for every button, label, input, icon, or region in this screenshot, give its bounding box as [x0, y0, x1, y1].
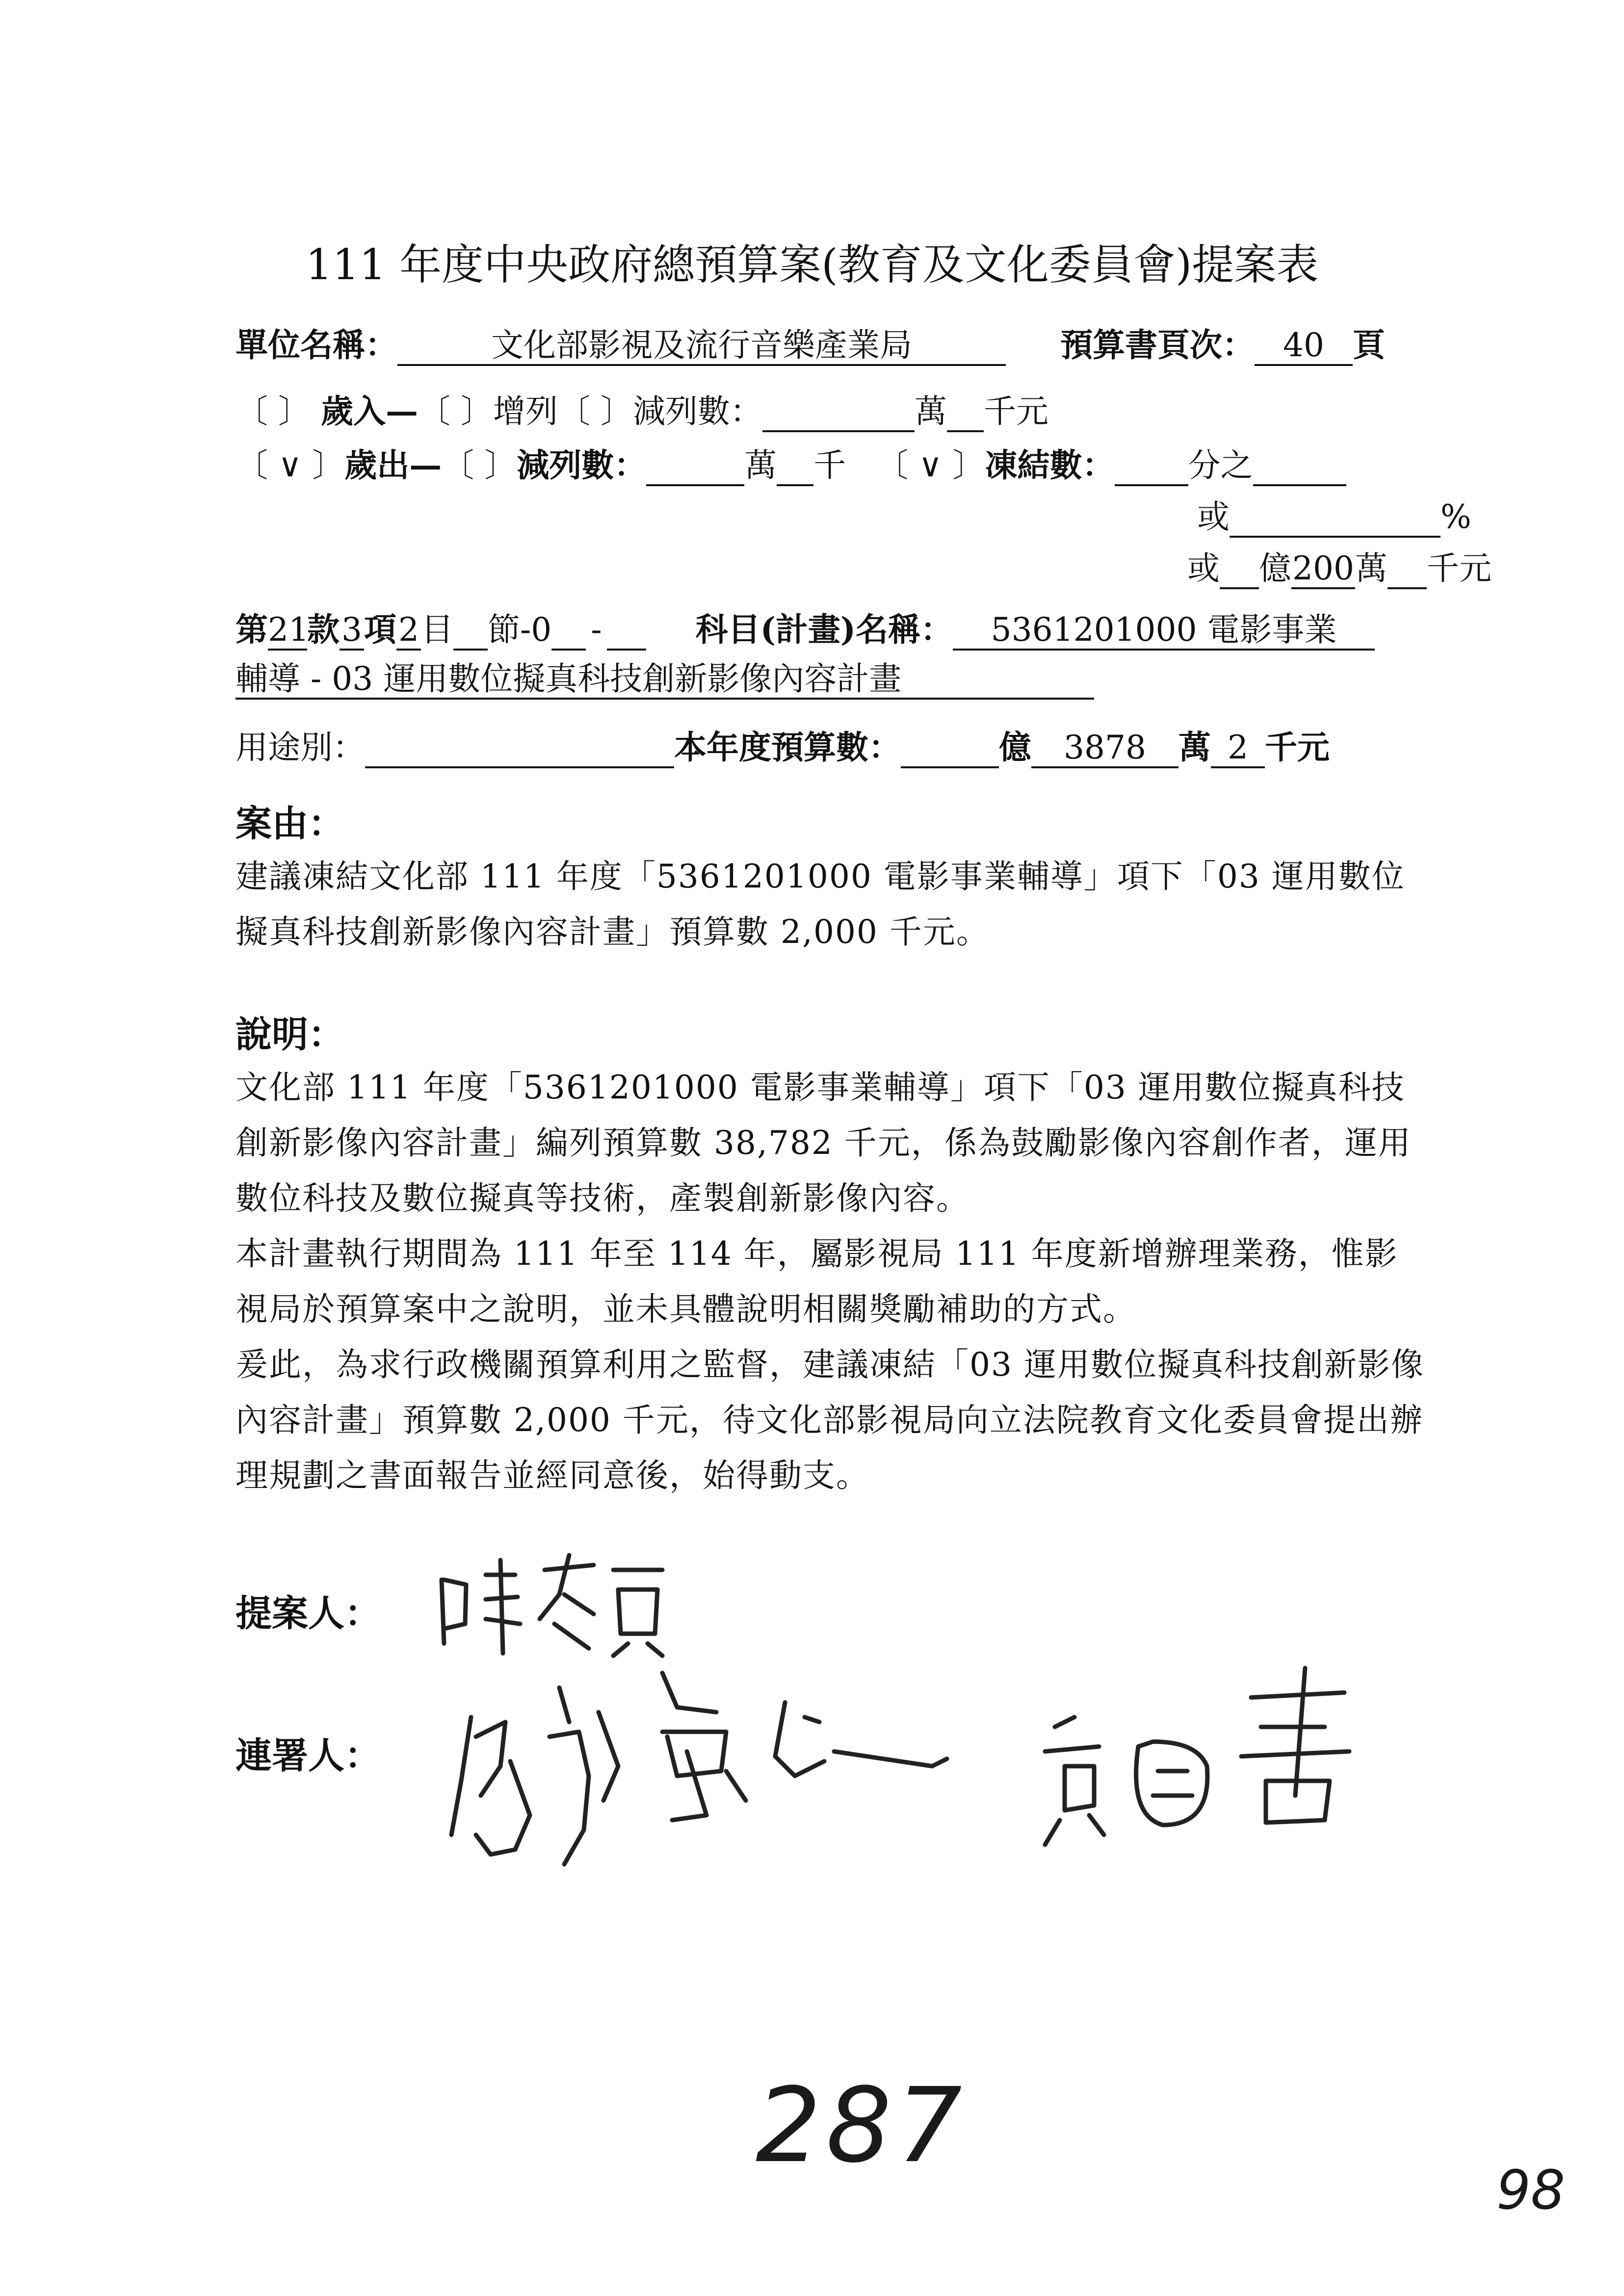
budget-yi-blank: [901, 729, 999, 768]
income-label: 歲入—: [320, 392, 418, 430]
jie-blank: [453, 611, 488, 651]
jie-blank-2: [551, 611, 586, 651]
mu-label: 目: [421, 611, 453, 649]
subject-label: 科目(計畫)名稱：: [695, 610, 953, 649]
percent-sign: %: [1441, 498, 1471, 536]
percent-row: [1197, 491, 1471, 538]
xiang-value: 3: [340, 611, 364, 651]
freeze-amount-value: 200: [1291, 550, 1355, 589]
budget-wan-value: 3878: [1031, 729, 1179, 768]
reason-text: 建議凍結文化部 111 年度「5361201000 電影事業輔導」項下「03 運用數位擬真科技創新影像內容計畫」預算數 2,000 千元。: [236, 858, 1405, 951]
budget-qian-yuan: 千元: [1265, 728, 1330, 766]
handwritten-corner-number: 98: [1496, 2159, 1565, 2221]
expense-label: 歲出—: [344, 446, 442, 484]
income-row: [236, 385, 1048, 432]
add-check-open: 〔: [418, 392, 450, 430]
freeze-yi: 億: [1259, 549, 1291, 587]
page-value: 40: [1255, 327, 1353, 366]
expense-qian: 千: [813, 446, 846, 484]
income-reduce-blank: [762, 393, 915, 432]
explanation-paragraph: 爰此，為求行政機關預算利用之監督，建議凍結「03 運用數位擬真科技創新影像內容計畫」預算數 2,000 千元，待文化部影視局向立法院教育文化委員會提出辦理規劃之書面報告並經同意後，始得動支。: [236, 1346, 1424, 1494]
income-qian-blank: [947, 393, 984, 432]
explanation-heading: 說明：: [236, 1014, 344, 1056]
expense-row: [236, 439, 1346, 486]
form-title: 111 年度中央政府總預算案(教育及文化委員會)提案表: [305, 240, 1319, 289]
freeze-qian-yuan: 千元: [1427, 549, 1492, 587]
reduce-check-open: 〔: [557, 392, 590, 430]
expense-reduce-blank: [646, 447, 744, 486]
fraction-denominator-blank: [1115, 447, 1188, 486]
expense-reduce-label: 減列數：: [517, 446, 647, 484]
fraction-numerator-blank: [1253, 447, 1346, 486]
reduce-check-close: 〕: [600, 392, 633, 430]
or-amount-label: 或: [1187, 549, 1220, 587]
mu-value: 2: [396, 611, 421, 651]
subject-line2: 輔導 - 03 運用數位擬真科技創新影像內容計畫: [236, 660, 1094, 700]
subject-line2-row: [236, 660, 1094, 700]
account-di: 第: [236, 610, 268, 649]
jie-label: 節-0: [488, 611, 552, 649]
freeze-yi-blank: [1220, 550, 1259, 589]
freeze-qian-blank: [1388, 550, 1427, 589]
explanation-body: [236, 1060, 1428, 1503]
income-qian-yuan: 千元: [983, 392, 1048, 430]
kuan-label: 款: [307, 610, 340, 649]
unit-label: 單位名稱：: [236, 326, 397, 364]
income-reduce-label: 減列數：: [632, 392, 762, 430]
page-unit: 頁: [1352, 326, 1385, 364]
percent-blank: [1230, 498, 1441, 538]
freeze-wan: 萬: [1355, 549, 1388, 587]
freeze-check: 〔 ∨ 〕: [876, 446, 985, 484]
expense-qian-blank: [777, 447, 813, 486]
budget-row: [236, 721, 1330, 768]
use-label: 用途別：: [236, 729, 365, 766]
account-row: [236, 603, 1375, 651]
budget-qian-value: 2: [1211, 729, 1265, 768]
explanation-paragraph: 文化部 111 年度「5361201000 電影事業輔導」項下「03 運用數位擬真科技創新影像內容計畫」編列預算數 38,782 千元，係為鼓勵影像內容創作者，運用數位科技及數位擬真等技術，產製創新影像內容。: [236, 1069, 1412, 1217]
proposer-label: 提案人：: [236, 1592, 381, 1635]
year-budget-label: 本年度預算數：: [674, 728, 901, 766]
expense-wan: 萬: [744, 446, 777, 484]
xiang-label: 項: [364, 610, 396, 649]
explanation-paragraph: 本計畫執行期間為 111 年至 114 年，屬影視局 111 年度新增辦理業務，惟影視局於預算案中之說明，並未具體說明相關獎勵補助的方式。: [236, 1235, 1398, 1328]
proposer-signature: [432, 1550, 687, 1658]
subject-line1: 5361201000 電影事業: [953, 611, 1375, 651]
income-wan: 萬: [914, 392, 947, 430]
income-check-close: 〕: [278, 392, 311, 430]
budget-wan: 萬: [1179, 728, 1211, 766]
unit-row: [236, 319, 1385, 366]
cosigner-signature-2: [1030, 1658, 1354, 1854]
income-check-open: 〔: [236, 392, 268, 430]
freeze-label: 凍結數：: [985, 446, 1115, 484]
add-label: 增列: [493, 392, 558, 430]
account-dash: -: [591, 611, 602, 649]
budget-yi: 億: [999, 728, 1031, 766]
freeze-amount-row: [1187, 542, 1492, 589]
page-label: 預算書頁次：: [1060, 326, 1255, 364]
reason-heading: 案由：: [236, 803, 344, 845]
handwritten-page-number: 287: [756, 2065, 967, 2186]
expense-empty-check: 〔 〕: [442, 446, 517, 484]
use-blank: [365, 729, 674, 768]
expense-check: 〔 ∨ 〕: [236, 446, 345, 484]
jie-blank-3: [607, 611, 646, 651]
cosigner-label: 連署人：: [236, 1735, 381, 1777]
unit-value: 文化部影視及流行音樂產業局: [397, 327, 1006, 366]
or-percent-label: 或: [1197, 498, 1230, 536]
kuan-value: 21: [268, 611, 307, 651]
fraction-label: 分之: [1188, 446, 1253, 484]
add-check-close: 〕: [460, 392, 493, 430]
